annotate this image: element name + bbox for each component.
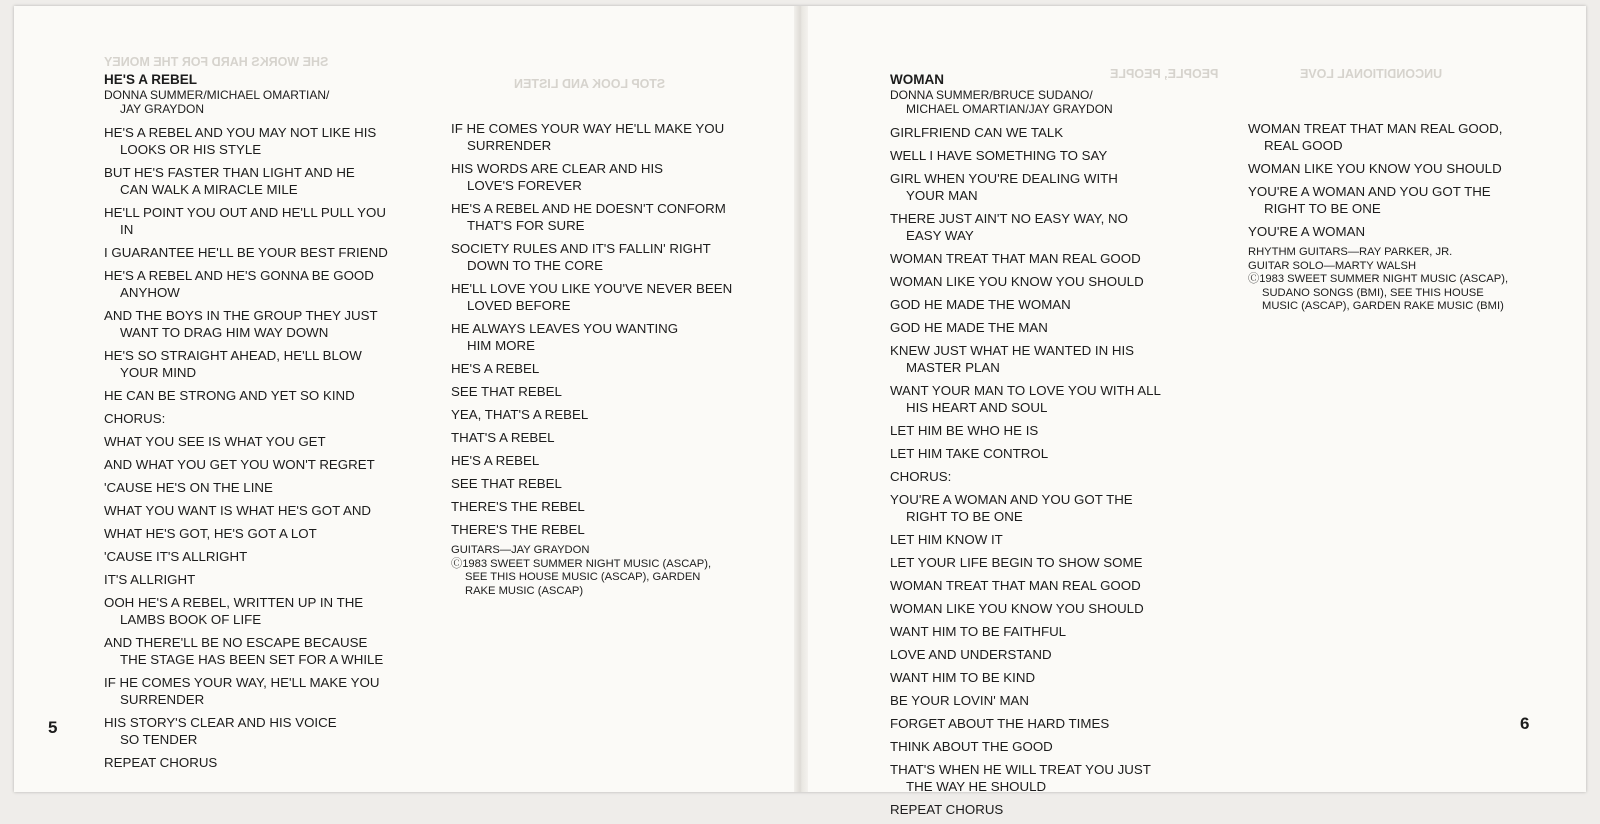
- lyric-line: [451, 521, 751, 538]
- lyric-text: HE'S A REBEL AND HE DOESN'T CONFORM: [451, 201, 726, 216]
- lyric-continuation: SURRENDER: [120, 692, 205, 707]
- lyric-text: HIS STORY'S CLEAR AND HIS VOICE: [104, 715, 337, 730]
- lyric-line: [1248, 223, 1538, 240]
- lyric-text: SEE THAT REBEL: [451, 384, 562, 399]
- lyric-continuation: WANT TO DRAG HIM WAY DOWN: [120, 325, 329, 340]
- lyric-text: WHAT HE'S GOT, HE'S GOT A LOT: [104, 526, 317, 541]
- lyric-line: [451, 452, 751, 469]
- note-line: Ⓒ1983 SWEET SUMMER NIGHT MUSIC (ASCAP),: [1248, 273, 1509, 285]
- lyric-line: [104, 479, 404, 496]
- lyric-line: [451, 383, 751, 400]
- lyric-text: HE'S A REBEL AND HE'S GONNA BE GOOD: [104, 268, 374, 283]
- lyrics-block: [451, 120, 751, 538]
- bleed-through-title: SHE WORKS HARD FOR THE MONEY: [104, 55, 329, 69]
- lyric-continuation: DOWN TO THE CORE: [467, 258, 603, 273]
- song-column: [1248, 120, 1538, 314]
- lyric-line: [890, 296, 1190, 313]
- lyric-line: [890, 147, 1190, 164]
- lyric-text: HE'S A REBEL: [451, 361, 540, 376]
- lyric-text: IF HE COMES YOUR WAY HE'LL MAKE YOU: [451, 121, 725, 136]
- lyric-line: [104, 714, 404, 748]
- lyric-text: HE CAN BE STRONG AND YET SO KIND: [104, 388, 355, 403]
- right-page: [800, 6, 1586, 817]
- song-column: [890, 72, 1190, 824]
- lyric-text: HE'LL LOVE YOU LIKE YOU'VE NEVER BEEN: [451, 281, 733, 296]
- lyric-line: [890, 623, 1190, 640]
- note-line: SEE THIS HOUSE MUSIC (ASCAP), GARDEN: [465, 571, 701, 583]
- bleed-through-title: STOP LOOK AND LISTEN: [514, 77, 666, 91]
- lyric-line: [890, 210, 1190, 244]
- bleed-through-title: UNCONDITIONAL LOVE: [1300, 67, 1443, 81]
- lyric-line: [890, 646, 1190, 663]
- lyric-line: [890, 382, 1190, 416]
- lyric-line: [104, 594, 404, 628]
- lyric-line: [104, 433, 404, 450]
- lyric-line: [890, 577, 1190, 594]
- lyric-text: GIRL WHEN YOU'RE DEALING WITH: [890, 171, 1118, 186]
- lyric-line: [890, 531, 1190, 548]
- lyric-text: THERE'S THE REBEL: [451, 522, 585, 537]
- lyric-line: [104, 267, 404, 301]
- lyric-text: SOCIETY RULES AND IT'S FALLIN' RIGHT: [451, 241, 711, 256]
- lyric-text: KNEW JUST WHAT HE WANTED IN HIS: [890, 343, 1135, 358]
- lyric-line: [890, 801, 1190, 818]
- lyric-text: AND THE BOYS IN THE GROUP THEY JUST: [104, 308, 378, 323]
- lyric-text: IF HE COMES YOUR WAY, HE'LL MAKE YOU: [104, 675, 380, 690]
- lyric-continuation: THAT'S FOR SURE: [467, 218, 585, 233]
- lyric-text: YOU'RE A WOMAN: [1248, 224, 1366, 239]
- note-line: GUITARS—JAY GRAYDON: [451, 544, 590, 556]
- lyric-text: WOMAN LIKE YOU KNOW YOU SHOULD: [890, 274, 1144, 289]
- lyric-line: [890, 761, 1190, 795]
- lyric-line: [451, 360, 751, 377]
- lyric-line: [104, 634, 404, 668]
- lyric-continuation: MASTER PLAN: [906, 360, 1000, 375]
- credit-line: DONNA SUMMER/MICHAEL OMARTIAN/: [104, 88, 330, 102]
- lyric-continuation: THE STAGE HAS BEEN SET FOR A WHILE: [120, 652, 384, 667]
- lyric-line: [890, 554, 1190, 571]
- lyrics-block: [890, 124, 1190, 818]
- lyric-line: [890, 692, 1190, 709]
- lyric-line: [104, 204, 404, 238]
- song-title: WOMAN: [890, 72, 944, 87]
- note-line: MUSIC (ASCAP), GARDEN RAKE MUSIC (BMI): [1262, 300, 1504, 312]
- lyric-line: [1248, 183, 1538, 217]
- lyric-line: [104, 456, 404, 473]
- lyric-continuation: SURRENDER: [467, 138, 552, 153]
- lyric-line: [890, 715, 1190, 732]
- lyric-text: WOMAN LIKE YOU KNOW YOU SHOULD: [1248, 161, 1502, 176]
- lyric-text: IT'S ALLRIGHT: [104, 572, 196, 587]
- lyric-continuation: IN: [120, 222, 134, 237]
- lyric-line: [890, 319, 1190, 336]
- lyric-line: [104, 502, 404, 519]
- song-notes: [451, 544, 751, 598]
- lyric-continuation: LOOKS OR HIS STYLE: [120, 142, 262, 157]
- lyric-text: WHAT YOU SEE IS WHAT YOU GET: [104, 434, 326, 449]
- lyric-text: LET HIM TAKE CONTROL: [890, 446, 1049, 461]
- bleed-through-title: PEOPLE, PEOPLE: [1110, 67, 1219, 81]
- lyric-text: SEE THAT REBEL: [451, 476, 562, 491]
- lyric-text: REPEAT CHORUS: [890, 802, 1004, 817]
- lyric-text: YEA, THAT'S A REBEL: [451, 407, 589, 422]
- lyric-text: HIS WORDS ARE CLEAR AND HIS: [451, 161, 664, 176]
- lyric-line: [451, 475, 751, 492]
- lyric-line: [104, 387, 404, 404]
- lyric-line: [104, 754, 404, 771]
- left-page: [14, 6, 800, 792]
- lyric-text: THAT'S A REBEL: [451, 430, 555, 445]
- lyric-text: LOVE AND UNDERSTAND: [890, 647, 1052, 662]
- song-credits: [104, 88, 404, 116]
- lyric-text: GIRLFRIEND CAN WE TALK: [890, 125, 1064, 140]
- lyric-continuation: REAL GOOD: [1264, 138, 1343, 153]
- lyric-text: GOD HE MADE THE MAN: [890, 320, 1048, 335]
- credit-line: MICHAEL OMARTIAN/JAY GRAYDON: [906, 102, 1113, 116]
- lyric-text: HE'S A REBEL AND YOU MAY NOT LIKE HIS: [104, 125, 377, 140]
- lyric-text: THERE'S THE REBEL: [451, 499, 585, 514]
- song-column: [104, 72, 404, 777]
- lyric-text: FORGET ABOUT THE HARD TIMES: [890, 716, 1110, 731]
- lyric-line: [451, 120, 751, 154]
- lyric-continuation: RIGHT TO BE ONE: [1264, 201, 1381, 216]
- lyric-text: WELL I HAVE SOMETHING TO SAY: [890, 148, 1108, 163]
- lyric-text: HE ALWAYS LEAVES YOU WANTING: [451, 321, 679, 336]
- lyric-line: [104, 347, 404, 381]
- lyric-text: OOH HE'S A REBEL, WRITTEN UP IN THE: [104, 595, 364, 610]
- page-number: 5: [48, 718, 58, 737]
- lyric-text: GOD HE MADE THE WOMAN: [890, 297, 1071, 312]
- lyric-line: [104, 124, 404, 158]
- credit-line: DONNA SUMMER/BRUCE SUDANO/: [890, 88, 1093, 102]
- lyric-text: WANT YOUR MAN TO LOVE YOU WITH ALL: [890, 383, 1161, 398]
- lyric-text: REPEAT CHORUS: [104, 755, 218, 770]
- lyric-continuation: SO TENDER: [120, 732, 198, 747]
- lyric-text: YOU'RE A WOMAN AND YOU GOT THE: [1248, 184, 1491, 199]
- lyric-text: 'CAUSE IT'S ALLRIGHT: [104, 549, 248, 564]
- credit-line: JAY GRAYDON: [120, 102, 205, 116]
- lyric-text: YOU'RE A WOMAN AND YOU GOT THE: [890, 492, 1133, 507]
- lyric-text: THAT'S WHEN HE WILL TREAT YOU JUST: [890, 762, 1151, 777]
- lyric-text: THERE JUST AIN'T NO EASY WAY, NO: [890, 211, 1128, 226]
- lyric-line: [890, 124, 1190, 141]
- lyric-text: BUT HE'S FASTER THAN LIGHT AND HE: [104, 165, 355, 180]
- lyric-text: HE'S SO STRAIGHT AHEAD, HE'LL BLOW: [104, 348, 362, 363]
- lyric-line: [890, 422, 1190, 439]
- lyric-text: WOMAN TREAT THAT MAN REAL GOOD: [890, 251, 1141, 266]
- lyric-continuation: LAMBS BOOK OF LIFE: [120, 612, 262, 627]
- lyrics-block: [104, 124, 404, 771]
- lyric-line: [451, 160, 751, 194]
- note-line: GUITAR SOLO—MARTY WALSH: [1248, 259, 1417, 272]
- lyric-line: [104, 410, 404, 427]
- note-line: Ⓒ1983 SWEET SUMMER NIGHT MUSIC (ASCAP),: [451, 557, 712, 570]
- lyric-continuation: HIS HEART AND SOUL: [906, 400, 1048, 415]
- lyric-line: [104, 548, 404, 565]
- lyric-text: WOMAN LIKE YOU KNOW YOU SHOULD: [890, 601, 1144, 616]
- lyric-text: LET HIM KNOW IT: [890, 532, 1003, 547]
- lyric-line: [104, 164, 404, 198]
- lyric-text: HE'LL POINT YOU OUT AND HE'LL PULL YOU: [104, 205, 386, 220]
- lyric-line: [104, 525, 404, 542]
- lyric-continuation: EASY WAY: [906, 228, 974, 243]
- lyric-line: [890, 342, 1190, 376]
- lyric-text: AND THERE'LL BE NO ESCAPE BECAUSE: [104, 635, 368, 650]
- lyric-text: LET YOUR LIFE BEGIN TO SHOW SOME: [890, 555, 1143, 570]
- lyric-continuation: RIGHT TO BE ONE: [906, 509, 1023, 524]
- lyric-text: AND WHAT YOU GET YOU WON'T REGRET: [104, 457, 375, 472]
- lyric-line: [890, 273, 1190, 290]
- lyrics-block: [1248, 120, 1538, 240]
- lyric-text: THINK ABOUT THE GOOD: [890, 739, 1053, 754]
- lyric-text: WHAT YOU WANT IS WHAT HE'S GOT AND: [104, 503, 372, 518]
- note-line: RHYTHM GUITARS—RAY PARKER, JR.: [1248, 246, 1453, 258]
- note-line: RAKE MUSIC (ASCAP): [465, 584, 584, 597]
- lyric-line: [451, 200, 751, 234]
- lyric-line: [451, 498, 751, 515]
- lyric-text: WANT HIM TO BE FAITHFUL: [890, 624, 1067, 639]
- song-title: HE'S A REBEL: [104, 72, 197, 87]
- lyric-text: WANT HIM TO BE KIND: [890, 670, 1036, 685]
- lyric-line: [104, 571, 404, 588]
- lyric-line: [104, 674, 404, 708]
- lyric-continuation: HIM MORE: [467, 338, 535, 353]
- lyric-line: [890, 600, 1190, 617]
- lyric-line: [890, 445, 1190, 462]
- lyric-text: I GUARANTEE HE'LL BE YOUR BEST FRIEND: [104, 245, 388, 260]
- lyric-text: HE'S A REBEL: [451, 453, 540, 468]
- lyric-text: BE YOUR LOVIN' MAN: [890, 693, 1029, 708]
- song-notes: [1248, 246, 1538, 314]
- lyric-text: LET HIM BE WHO HE IS: [890, 423, 1039, 438]
- lyric-line: [451, 240, 751, 274]
- lyric-line: [890, 491, 1190, 525]
- lyric-line: [451, 280, 751, 314]
- lyric-continuation: YOUR MAN: [906, 188, 978, 203]
- lyric-line: [451, 429, 751, 446]
- lyric-continuation: CAN WALK A MIRACLE MILE: [120, 182, 298, 197]
- lyric-line: [890, 669, 1190, 686]
- lyric-line: [1248, 120, 1538, 154]
- lyric-line: [890, 738, 1190, 755]
- lyric-line: [104, 307, 404, 341]
- song-column: [451, 120, 751, 598]
- lyric-continuation: THE WAY HE SHOULD: [906, 779, 1047, 794]
- lyric-line: [890, 250, 1190, 267]
- lyric-continuation: ANYHOW: [120, 285, 180, 300]
- lyric-line: [451, 406, 751, 423]
- lyric-continuation: LOVED BEFORE: [467, 298, 571, 313]
- lyric-text: 'CAUSE HE'S ON THE LINE: [104, 480, 273, 495]
- lyric-text: CHORUS:: [890, 469, 952, 484]
- lyric-line: [890, 468, 1190, 485]
- lyric-text: WOMAN TREAT THAT MAN REAL GOOD: [890, 578, 1141, 593]
- lyric-line: [104, 244, 404, 261]
- note-line: SUDANO SONGS (BMI), SEE THIS HOUSE: [1262, 286, 1484, 299]
- lyric-continuation: YOUR MIND: [120, 365, 197, 380]
- lyric-text: WOMAN TREAT THAT MAN REAL GOOD,: [1248, 121, 1503, 136]
- lyric-line: [890, 170, 1190, 204]
- lyric-line: [1248, 160, 1538, 177]
- song-credits: [890, 88, 1190, 116]
- lyric-text: CHORUS:: [104, 411, 166, 426]
- lyric-line: [451, 320, 751, 354]
- booklet-spread: [14, 6, 1586, 817]
- page-number: 6: [1520, 714, 1530, 733]
- lyric-continuation: LOVE'S FOREVER: [467, 178, 582, 193]
